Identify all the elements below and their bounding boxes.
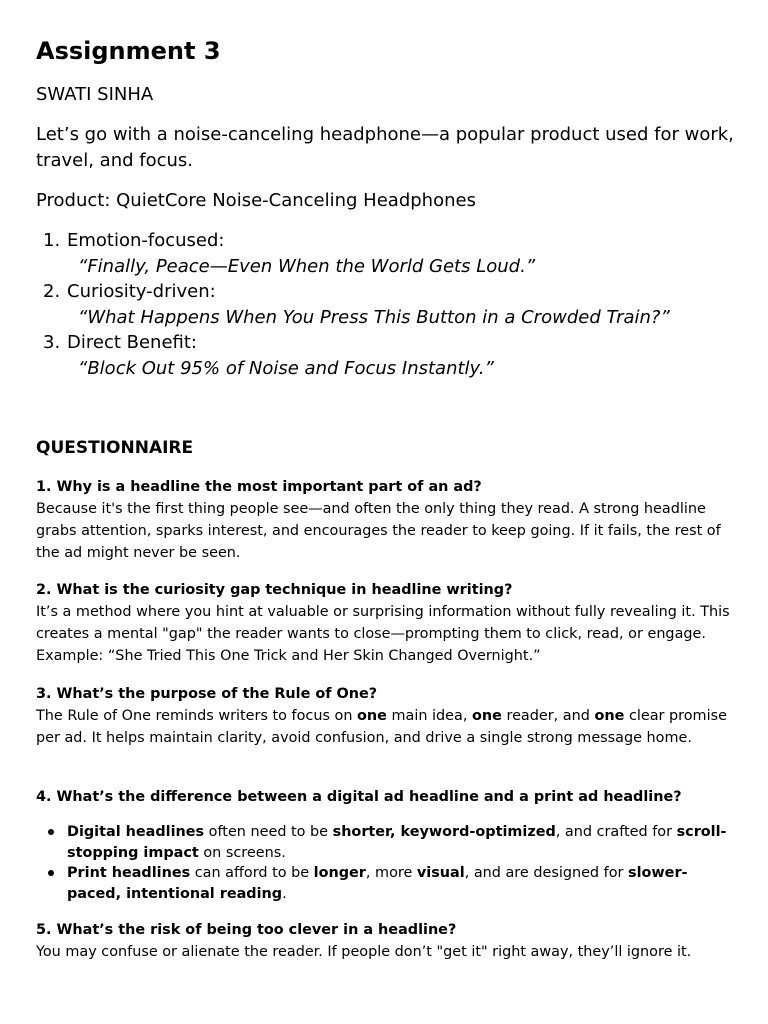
- question-block-5: [36, 919, 736, 963]
- headline-quote: “Block Out 95% of Noise and Focus Instantly.”: [78, 358, 494, 379]
- headline-quote: “Finally, Peace—Even When the World Gets Loud.”: [78, 256, 536, 277]
- list-text: , and crafted for: [555, 824, 677, 840]
- headline-quote: “What Happens When You Press This Button in a Crowded Train?”: [78, 307, 670, 328]
- question-4: 4. What’s the difference between a digital ad headline and a print ad headline?: [36, 789, 682, 805]
- answer-3-text: The Rule of One reminds writers to focus on: [36, 708, 358, 724]
- questionnaire-title: QUESTIONNAIRE: [36, 438, 194, 458]
- headline-number: 3.: [43, 332, 61, 353]
- emphasis-one: one: [357, 708, 387, 724]
- answer-3: [36, 705, 736, 749]
- emphasis-one: one: [594, 708, 625, 724]
- list-text: .: [282, 885, 287, 902]
- answer-3-text: clear promise per ad. It helps maintain clarity, avoid confusion, and drive a single strong message home.: [36, 708, 727, 746]
- headline-item: [36, 229, 736, 280]
- headline-label: Direct Benefit:: [67, 332, 197, 353]
- answer-5: You may confuse or alienate the reader. If people don’t "get it" right away, they’ll ignore it.: [36, 944, 692, 960]
- headline-item: [36, 280, 736, 331]
- emphasis-text: scroll-stopping impact: [67, 824, 727, 861]
- document-title: Assignment 3: [36, 37, 221, 65]
- question-block-2: [36, 579, 736, 667]
- answer-3-text: main idea,: [386, 708, 472, 724]
- question-1: 1. Why is a headline the most important part of an ad?: [36, 479, 482, 495]
- author-name: SWATI SINHA: [36, 84, 154, 105]
- question-block-4: [36, 786, 736, 904]
- headline-item: [36, 331, 736, 382]
- emphasis-text: shorter, keyword-optimized: [332, 824, 556, 840]
- headline-label: Emotion-focused:: [67, 230, 225, 251]
- list-item: [36, 822, 736, 863]
- question-block-3: [36, 683, 736, 749]
- question-2: 2. What is the curiosity gap technique in headline writing?: [36, 582, 513, 598]
- question-5: 5. What’s the risk of being too clever in a headline?: [36, 922, 457, 938]
- emphasis-text: visual: [416, 865, 465, 881]
- list-item: [36, 863, 736, 904]
- headline-label: Curiosity-driven:: [67, 281, 216, 302]
- question-block-1: [36, 476, 736, 564]
- emphasis-text: Print headlines: [67, 865, 191, 881]
- emphasis-one: one: [472, 708, 502, 724]
- answer-1: Because it's the first thing people see—and often the only thing they read. A strong headline grabs attention, sparks interest, and encourages the reader to keep going. If it fails, the rest of the ad might never be seen.: [36, 501, 721, 561]
- bullet-icon: [48, 870, 54, 876]
- question-3: 3. What’s the purpose of the Rule of One?: [36, 686, 378, 702]
- emphasis-text: longer: [313, 865, 366, 881]
- list-text: can afford to be: [190, 865, 314, 881]
- headline-comparison-list: [36, 822, 736, 904]
- product-line: Product: QuietCore Noise-Canceling Headphones: [36, 190, 476, 211]
- list-text: often need to be: [204, 824, 333, 840]
- answer-3-text: reader, and: [501, 708, 595, 724]
- list-text: on screens.: [198, 844, 286, 861]
- intro-paragraph: Let’s go with a noise-canceling headphone—a popular product used for work, travel, and focus.: [36, 124, 734, 171]
- answer-2: It’s a method where you hint at valuable or surprising information without fully revealing it. This creates a mental "gap" the reader wants to close—prompting them to click, read, or engage. Example: “She Tried This One Trick and Her Skin Changed Overnight.”: [36, 604, 730, 664]
- headline-number: 1.: [43, 230, 61, 251]
- list-text: , and are designed for: [464, 865, 628, 881]
- headline-list: [36, 229, 736, 382]
- emphasis-text: slower-paced, intentional reading: [67, 865, 688, 902]
- bullet-icon: [48, 829, 54, 835]
- headline-number: 2.: [43, 281, 61, 302]
- emphasis-text: Digital headlines: [67, 824, 205, 840]
- list-text: , more: [365, 865, 417, 881]
